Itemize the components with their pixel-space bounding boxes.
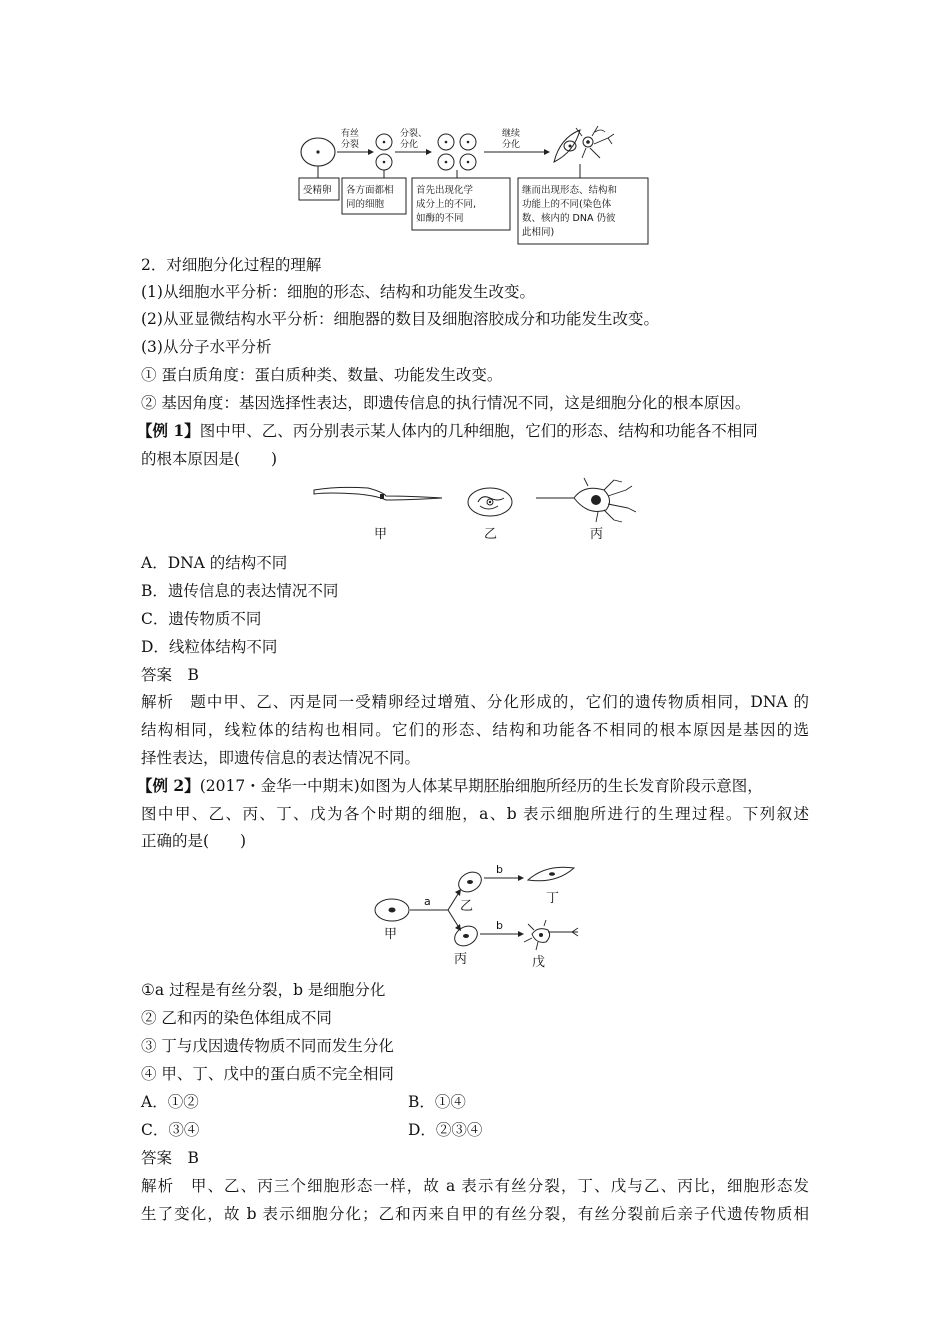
example1-question-line1 — [137, 420, 758, 442]
box3-text-line1: 首先出现化学 — [416, 185, 474, 196]
arrow3-label-top: 继续 — [502, 129, 521, 139]
example1-label-yi: 乙 — [484, 527, 498, 542]
section2-heading: 2．对细胞分化过程的理解 — [141, 256, 322, 274]
example1-option-b: B．遗传信息的表达情况不同 — [141, 582, 339, 600]
example2-label-ding: 丁 — [546, 891, 560, 906]
example2-statement-1: ①a 过程是有丝分裂，b 是细胞分化 — [141, 981, 386, 999]
example2-option-a: A．①② — [141, 1093, 199, 1111]
box4-text-line4: 此相同) — [522, 227, 555, 238]
example1-label-bing: 丙 — [590, 527, 604, 542]
box1-text: 受精卵 — [303, 185, 332, 196]
example2-question-line1 — [137, 775, 763, 797]
box4-text-line3: 数、核内的 DNA 仍彼 — [522, 213, 616, 224]
example1-option-a: A．DNA 的结构不同 — [141, 554, 288, 572]
example2-option-d: D．②③④ — [408, 1121, 483, 1139]
box4-text-line1: 继而出现形态、结构和 — [522, 185, 618, 196]
example2-label-yi: 乙 — [460, 899, 474, 914]
example1-analysis-line2: 结构相同，线粒体的结构也相同。它们的形态、结构和功能各不相同的根本原因是基因的选 — [141, 721, 809, 739]
example2-label-b1: b — [496, 863, 503, 876]
example2-statement-2: ② 乙和丙的染色体组成不同 — [141, 1009, 332, 1027]
example2-option-c: C．③④ — [141, 1121, 200, 1139]
example2-statement-4: ④ 甲、丁、戊中的蛋白质不完全相同 — [141, 1065, 394, 1083]
example2-tag: 【例 2】 — [137, 776, 200, 795]
example2-answer: 答案 B — [141, 1149, 199, 1167]
example1-tag: 【例 1】 — [137, 421, 200, 440]
example2-question-text: (2017・金华一中期末)如图为人体某早期胚胎细胞所经历的生长发育阶段示意图， — [199, 777, 763, 795]
arrow1-label-top: 有丝 — [341, 129, 360, 139]
example1-option-c: C．遗传物质不同 — [141, 610, 262, 628]
section2-item-3: (3)从分子水平分析 — [141, 338, 272, 356]
section2-item-4: ① 蛋白质角度：蛋白质种类、数量、功能发生改变。 — [141, 366, 503, 384]
example2-label-jia: 甲 — [384, 927, 398, 942]
example2-question-line3: 正确的是( ) — [141, 832, 247, 850]
example2-label-b2: b — [496, 919, 503, 932]
example1-analysis-line3: 择性表达，即遗传信息的表达情况不同。 — [141, 749, 421, 767]
example2-label-bing: 丙 — [454, 952, 468, 967]
differentiation-process-diagram — [290, 118, 660, 248]
example2-question-line2: 图中甲、乙、丙、丁、戊为各个时期的细胞，a、b 表示细胞所进行的生理过程。下列叙述 — [141, 805, 809, 823]
box2-text-line2: 同的细胞 — [346, 199, 385, 210]
example2-statement-3: ③ 丁与戊因遗传物质不同而发生分化 — [141, 1037, 394, 1055]
section2-item-1: (1)从细胞水平分析：细胞的形态、结构和功能发生改变。 — [141, 283, 535, 301]
example2-label-a: a — [424, 895, 431, 908]
example1-label-jia: 甲 — [374, 527, 388, 542]
example2-analysis-line1: 解析 甲、乙、丙三个细胞形态一样，故 a 表示有丝分裂，丁、戊与乙、丙比，细胞形态发 — [141, 1177, 809, 1195]
example1-question-line2: 的根本原因是( ) — [141, 450, 278, 468]
arrow3-label-bottom: 分化 — [502, 140, 521, 150]
example1-question-text: 图中甲、乙、丙分别表示某人体内的几种细胞，它们的形态、结构和功能各不相同 — [199, 422, 758, 440]
box3-text-line3: 如酶的不同 — [416, 213, 464, 224]
example2-analysis-line2: 生了变化，故 b 表示细胞分化；乙和丙来自甲的有丝分裂，有丝分裂前后亲子代遗传物质相 — [141, 1205, 809, 1223]
box2-text-line1: 各方面都相 — [346, 185, 394, 196]
example2-label-wu: 戊 — [532, 955, 546, 970]
example2-option-b: B．①④ — [408, 1093, 466, 1111]
arrow2-label-bottom: 分化 — [400, 140, 419, 150]
section2-item-5: ② 基因角度：基因选择性表达，即遗传信息的执行情况不同，这是细胞分化的根本原因。 — [141, 394, 751, 412]
example2-development-diagram — [362, 858, 592, 973]
example1-answer: 答案 B — [141, 666, 199, 684]
arrow1-label-bottom: 分裂 — [341, 140, 360, 150]
example1-option-d: D．线粒体结构不同 — [141, 638, 278, 656]
arrow2-label-top: 分裂、 — [400, 129, 428, 139]
example1-analysis-line1: 解析 题中甲、乙、丙是同一受精卵经过增殖、分化形成的，它们的遗传物质相同，DNA 的 — [141, 693, 809, 711]
box4-text-line2: 功能上的不同(染色体 — [522, 199, 612, 210]
box3-text-line2: 成分上的不同, — [416, 199, 477, 210]
section2-item-2: (2)从亚显微结构水平分析：细胞器的数目及细胞溶胶成分和功能发生改变。 — [141, 310, 659, 328]
example1-cells-figure — [308, 476, 648, 546]
